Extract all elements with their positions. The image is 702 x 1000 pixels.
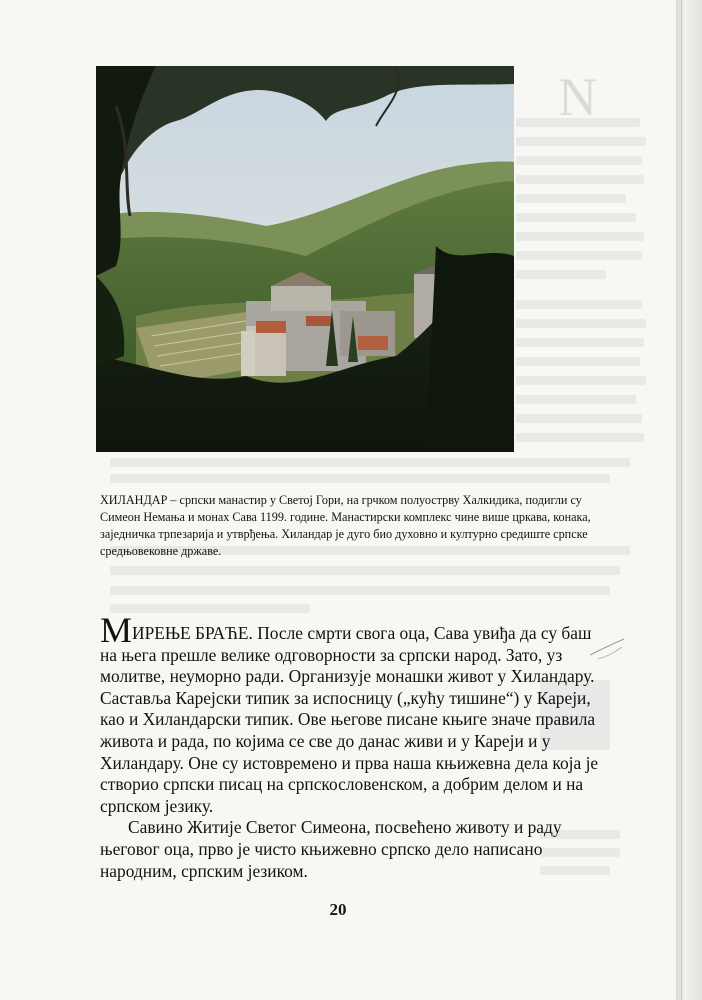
page-edge [676,0,702,1000]
hilandar-photo [96,66,514,452]
body-text [100,610,610,882]
page-edge-line [681,0,682,1000]
paragraph-hagiography: Савино Житије Светог Симеона, посвећено животу и раду његовог оца, прво је чисто књижевно српско дело написано народним, српским језиком. [100,817,562,881]
drop-cap-letter: М [100,610,133,650]
hilandar-photo-graphic [96,66,514,452]
paragraph-1-text: ИРЕЊЕ БРАЋЕ. После смрти свога оца, Сава увиђа да су баш на њега прешле велике одговорности за српски народ. Зато, уз молитве, неуморно ради. Организује монашки живот у Хиландару. Саставља Карејски типик за испосницу („кућу тишине“) у Кареји, као и Хиландарски типик. Ове његове писане књиге значе правила живота и рада, по којима се све до данас живи и у Кареји и у Хиландару. Оне су истовремено и прва наша књижевна дела која је створио српски писац на српскословенском, а добрим делом и на српском језику. [100,623,599,816]
pencil-check-mark [588,633,628,663]
page-number: 20 [329,900,347,919]
paragraph-reconciliation [100,610,610,817]
photo-caption: ХИЛАНДАР – српски манастир у Светој Гори, на грчком полуострву Халкидика, подигли су Симеон Немања и монах Сава 1199. године. Манастирски комплекс чине више цркава, конака, заједничка трпезарија и утврђења. Хиландар је дуго био духовно и културно средиште српске средњовековне државе. [100,493,591,558]
